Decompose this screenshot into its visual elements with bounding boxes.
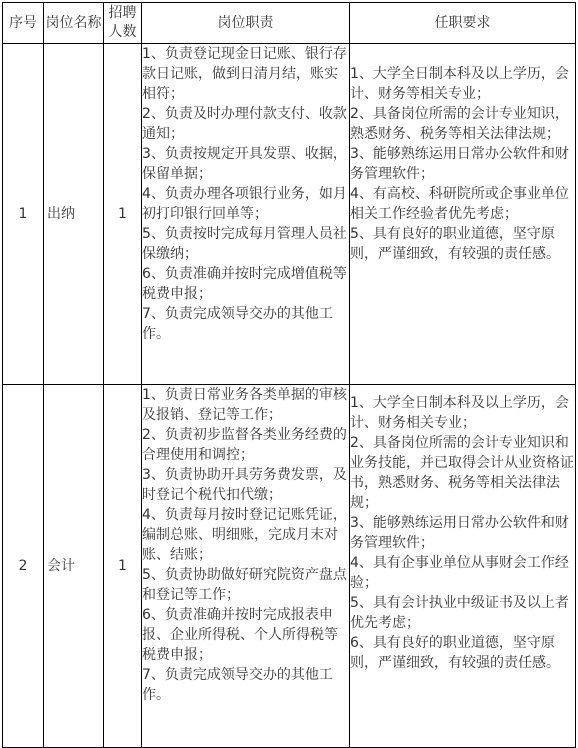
- row-seq: 2: [3, 385, 44, 748]
- header-duties: 岗位职责: [142, 3, 350, 44]
- row-position: 出纳: [44, 44, 104, 385]
- duty-item: 2、负责及时办理付款支付、收款通知；: [142, 106, 347, 142]
- table-row: [3, 385, 576, 748]
- row-requirements: [350, 385, 576, 748]
- requirement-item: 1、大学全日制本科及以上学历，会计、财务相关专业；: [350, 395, 569, 431]
- requirement-item: 1、大学全日制本科及以上学历，会计、财务等相关专业；: [350, 66, 569, 102]
- row-requirements: [350, 44, 576, 385]
- header-row: [3, 3, 576, 44]
- table-header: [3, 3, 576, 44]
- header-position: [44, 3, 104, 44]
- duty-item: 4、负责每月按时登记记账凭证，编制总账、明细账，完成月末对账、结账；: [142, 507, 347, 563]
- header-count-text: 招聘人数: [108, 5, 137, 40]
- duty-item: 6、负责准确并按时完成报表申报、企业所得税、个人所得税等税费申报；: [142, 607, 338, 663]
- row-count: 1: [104, 385, 142, 748]
- row-position: 会计: [44, 385, 104, 748]
- duty-item: 4、负责办理各项银行业务，如月初打印银行回单等；: [142, 186, 347, 222]
- requirement-item: 2、具备岗位所需的会计专业知识和业务技能，并已取得会计从业资格证书，熟悉财务、税务等相关法律法规；: [350, 435, 574, 511]
- duty-item: 3、负责协助开具劳务费发票，及时登记个税代扣代缴；: [142, 467, 347, 503]
- recruitment-table: [2, 2, 576, 748]
- requirement-item: 4、有高校、科研院所或企事业单位相关工作经验者优先考虑；: [350, 186, 569, 222]
- header-count: [104, 3, 142, 44]
- duty-item: 1、负责日常业务各类单据的审核及报销、登记等工作；: [142, 387, 347, 423]
- requirement-item: 3、能够熟练运用日常办公软件和财务管理软件；: [350, 515, 569, 551]
- row-duties: [142, 44, 350, 385]
- duty-item: 7、负责完成领导交办的其他工作。: [142, 306, 333, 342]
- duty-item: 3、负责按规定开具发票、收据，保留单据；: [142, 146, 347, 182]
- requirement-item: 3、能够熟练运用日常办公软件和财务管理软件；: [350, 146, 569, 182]
- requirement-item: 2、具备岗位所需的会计专业知识，熟悉财务、税务等相关法律法规；: [350, 106, 569, 142]
- requirement-item: 5、具有良好的职业道德，坚守原则，严谨细致，有较强的责任感。: [350, 226, 560, 262]
- row-seq: 1: [3, 44, 44, 385]
- header-seq: 序号: [3, 3, 44, 44]
- duty-item: 7、负责完成领导交办的其他工作。: [142, 667, 333, 703]
- duty-item: 5、负责按时完成每月管理人员社保缴纳；: [142, 226, 347, 262]
- row-count: 1: [104, 44, 142, 385]
- requirement-item: 5、具有会计执业中级证书及以上者优先考虑；: [350, 595, 569, 631]
- requirement-item: 6、具有良好的职业道德，坚守原则，严谨细致，有较强的责任感。: [350, 635, 560, 671]
- duty-item: 6、负责准确并按时完成增值税等税费申报；: [142, 266, 347, 302]
- duty-item: 5、负责协助做好研究院资产盘点和登记等工作；: [142, 567, 347, 603]
- header-position-text: 岗位名称: [45, 14, 102, 31]
- requirement-item: 4、具有企事业单位从事财会工作经验；: [350, 555, 569, 591]
- table-row: [3, 44, 576, 385]
- row-duties: [142, 385, 350, 748]
- header-requirements: 任职要求: [350, 3, 576, 44]
- duty-item: 1、负责登记现金日记账、银行存款日记账，做到日清月结，账实相符；: [142, 46, 347, 102]
- table-body: [3, 44, 576, 748]
- duty-item: 2、负责初步监督各类业务经费的合理使用和调控；: [142, 427, 347, 463]
